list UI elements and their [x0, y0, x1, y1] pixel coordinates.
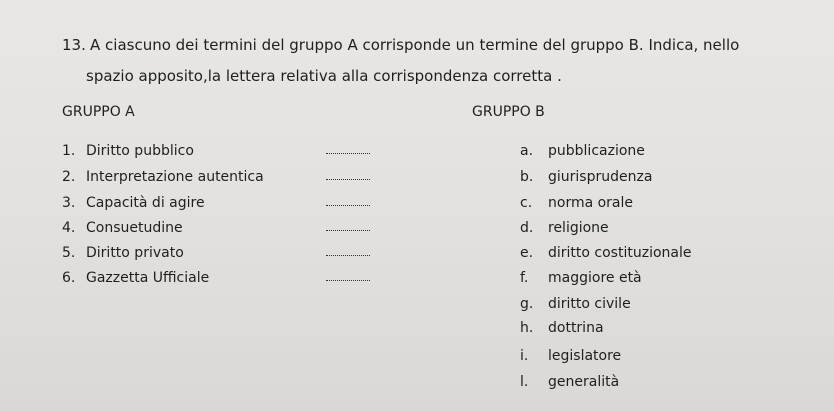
group-b-term: diritto costituzionale [548, 245, 692, 261]
group-b-letter: h. [520, 320, 534, 336]
group-a-term: Interpretazione autentica [86, 169, 264, 185]
group-b-term: maggiore età [548, 270, 642, 286]
match-row [0, 348, 834, 370]
group-a-number: 6. [62, 270, 76, 286]
group-b-term: norma orale [548, 195, 634, 211]
match-row [0, 143, 834, 165]
group-a-number: 2. [62, 169, 76, 185]
group-a-number: 3. [62, 195, 76, 211]
match-row [0, 374, 834, 396]
group-b-letter: c. [520, 195, 533, 211]
group-a-term: Diritto pubblico [86, 143, 194, 159]
answer-blank[interactable] [326, 230, 370, 231]
group-b-heading: GRUPPO B [472, 104, 545, 120]
group-b-letter: i. [520, 348, 529, 364]
answer-blank[interactable] [326, 255, 370, 256]
group-b-term: dottrina [548, 320, 604, 336]
answer-blank[interactable] [326, 205, 370, 206]
group-a-term: Capacità di agire [86, 195, 205, 211]
group-b-letter: f. [520, 270, 529, 286]
group-a-term: Diritto privato [86, 245, 184, 261]
group-b-term: generalità [548, 374, 620, 390]
question-text-line2: spazio apposito,la lettera relativa alla corrispondenza corretta . [86, 67, 562, 85]
match-row [0, 270, 834, 292]
group-b-term: diritto civile [548, 296, 631, 312]
match-row [0, 245, 834, 267]
group-b-letter: a. [520, 143, 534, 159]
answer-blank[interactable] [326, 153, 370, 154]
group-a-number: 1. [62, 143, 76, 159]
answer-blank[interactable] [326, 280, 370, 281]
group-b-term: legislatore [548, 348, 622, 364]
group-b-letter: d. [520, 220, 534, 236]
match-row [0, 169, 834, 191]
group-b-term: religione [548, 220, 609, 236]
group-b-letter: e. [520, 245, 534, 261]
match-row [0, 320, 834, 342]
group-a-term: Gazzetta Ufficiale [86, 270, 210, 286]
question-number: 13. [62, 36, 86, 54]
group-a-heading: GRUPPO A [62, 104, 135, 120]
group-b-term: giurisprudenza [548, 169, 653, 185]
group-a-number: 4. [62, 220, 76, 236]
match-row [0, 220, 834, 242]
group-a-number: 5. [62, 245, 76, 261]
answer-blank[interactable] [326, 179, 370, 180]
question-text-line1: A ciascuno dei termini del gruppo A corrisponde un termine del gruppo B. Indica, nello [90, 36, 740, 54]
group-b-letter: b. [520, 169, 534, 185]
group-b-term: pubblicazione [548, 143, 645, 159]
group-a-term: Consuetudine [86, 220, 183, 236]
group-b-letter: g. [520, 296, 534, 312]
match-row [0, 195, 834, 217]
match-row [0, 296, 834, 318]
group-b-letter: l. [520, 374, 529, 390]
